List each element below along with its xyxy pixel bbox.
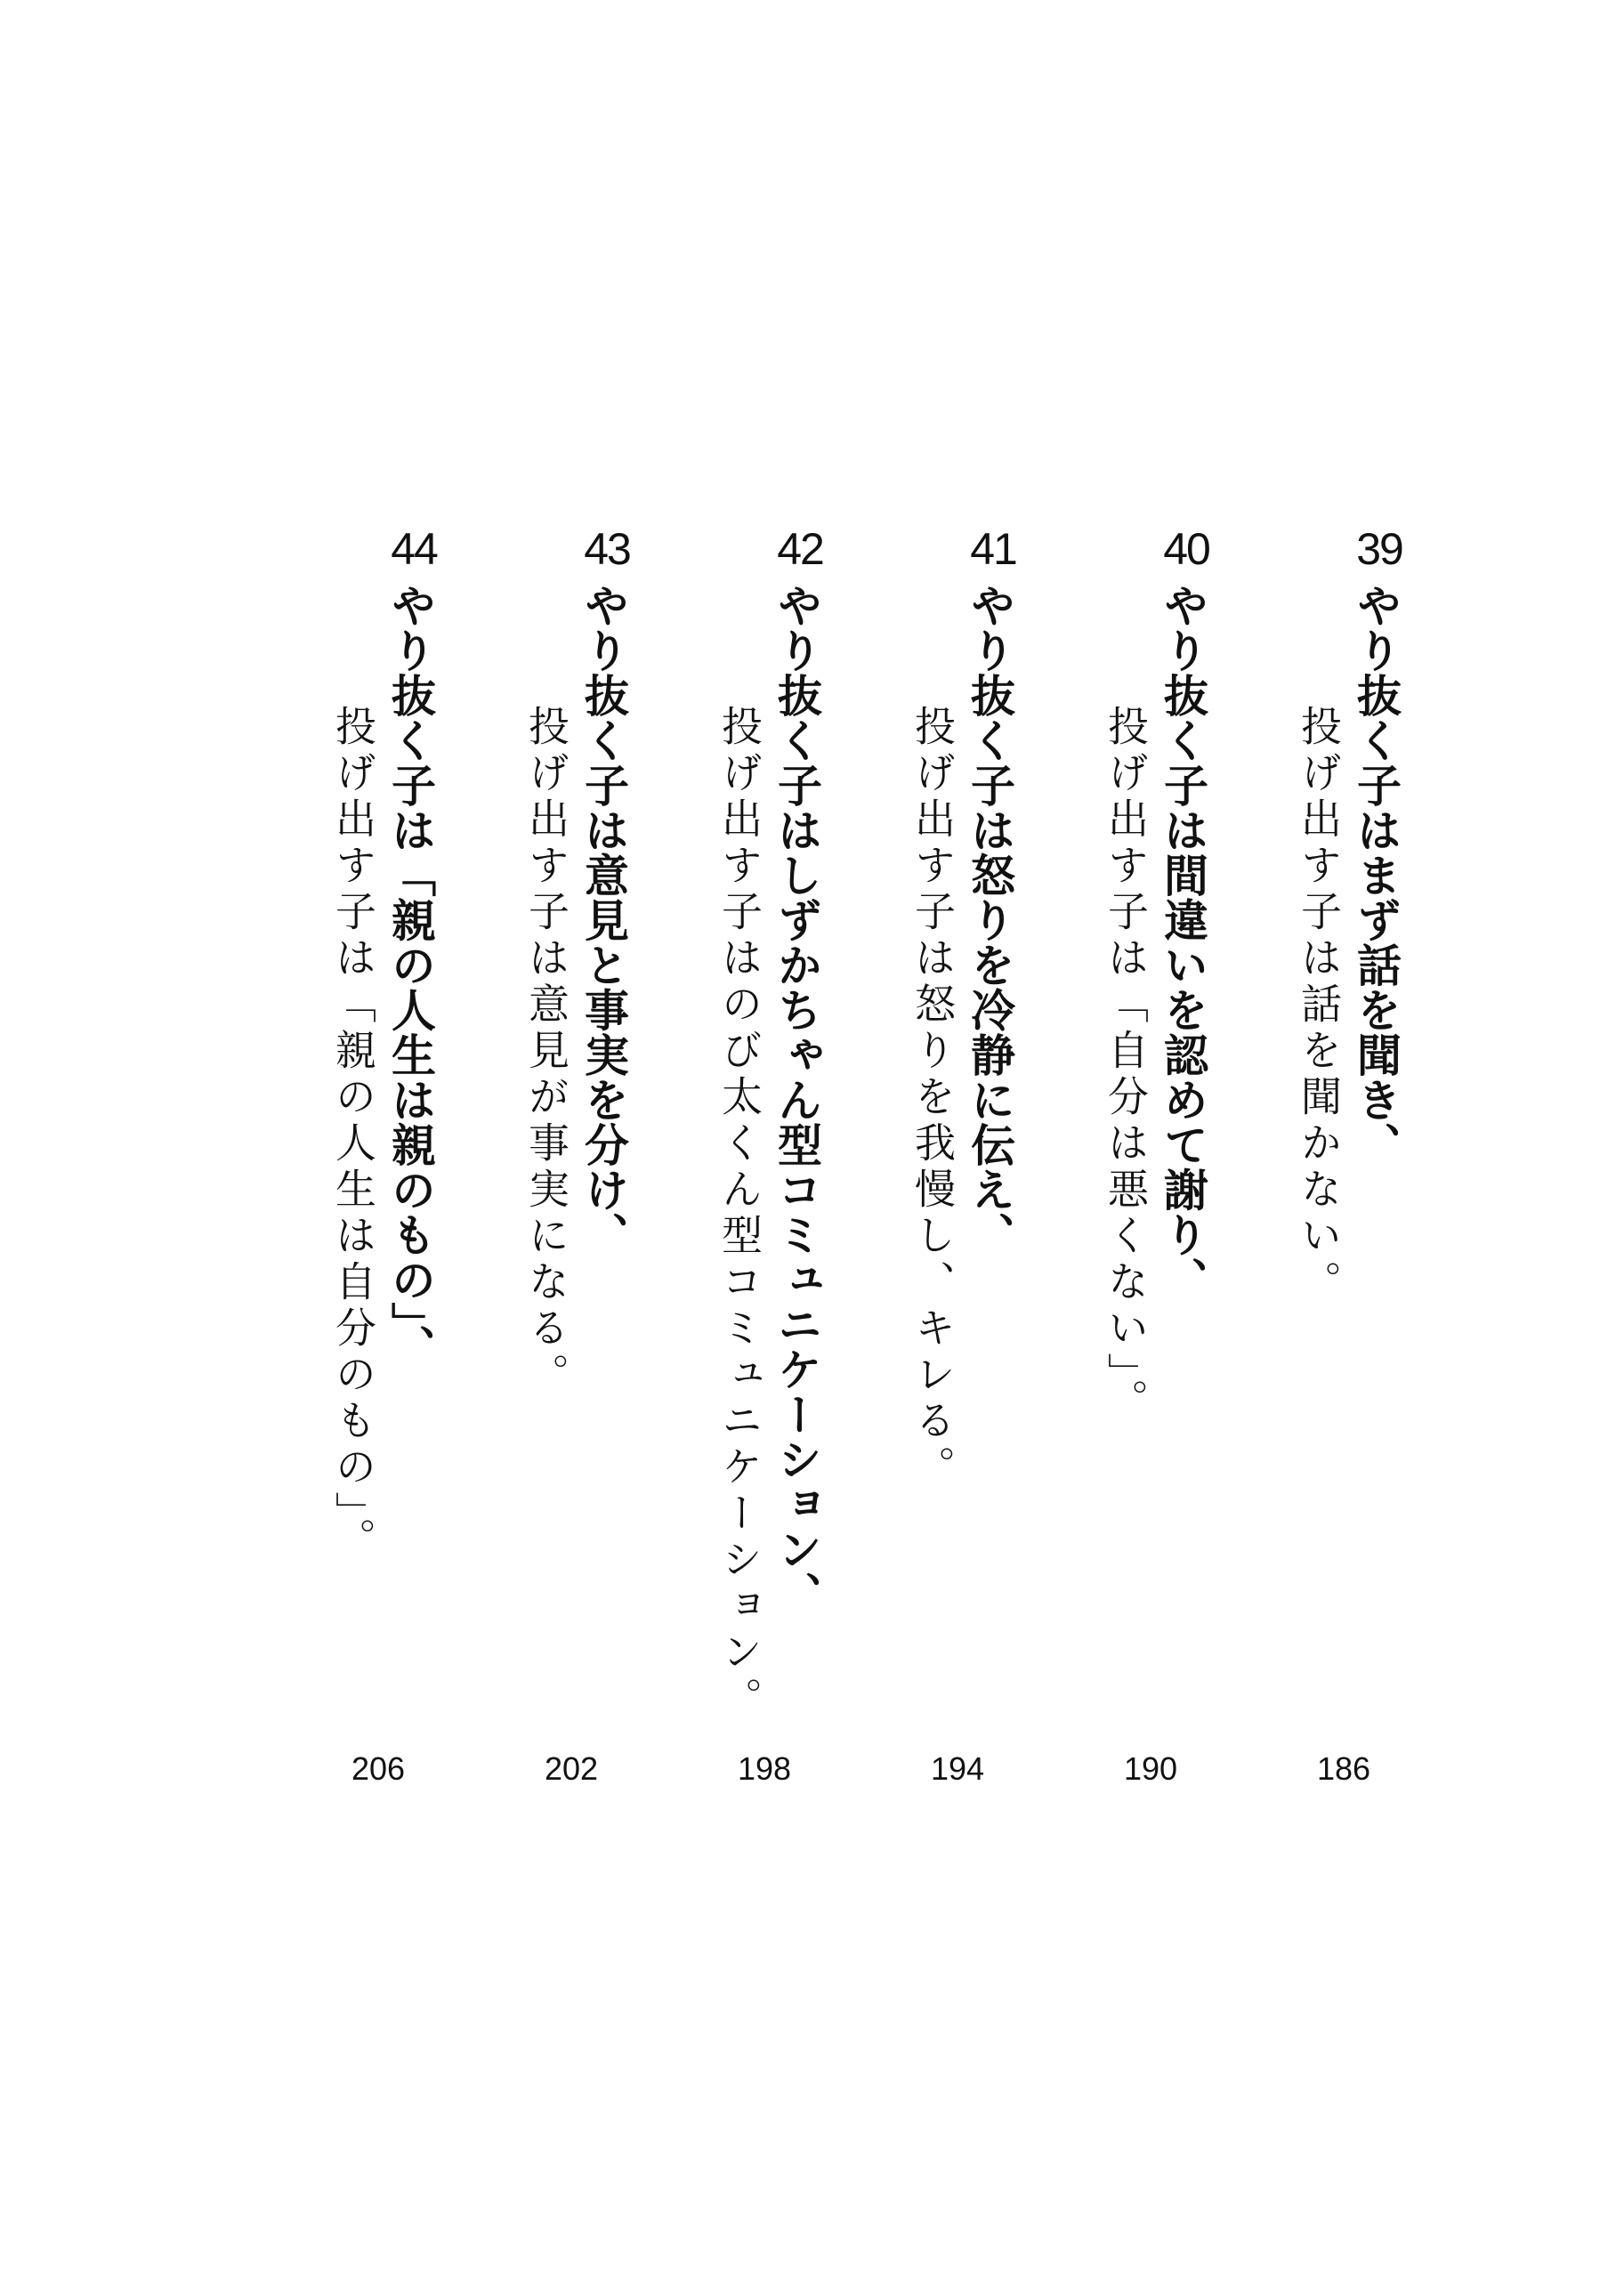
toc-entry-39 [1264, 0, 1442, 2278]
entry-number: 41 [970, 524, 1016, 574]
entry-page-number: 206 [351, 1750, 406, 1787]
entry-number: 42 [777, 524, 823, 574]
entry-page-number: 186 [1316, 1750, 1371, 1787]
toc-entry-44 [298, 0, 476, 2278]
entry-subtitle: 投げ出す子は「親の人生は自分のもの」。 [329, 705, 377, 1563]
entry-page-number: 198 [737, 1750, 792, 1787]
entry-title: やり抜く子は「親の人生は親のもの」、 [384, 583, 436, 1369]
entry-title: やり抜く子はまず話を聞き、 [1350, 583, 1402, 1167]
entry-subtitle: 投げ出す子は話を聞かない。 [1295, 705, 1343, 1306]
toc-entry-41 [877, 0, 1055, 2278]
toc-entry-40 [1071, 0, 1248, 2278]
entry-page-number: 194 [930, 1750, 985, 1787]
toc-entry-42 [684, 0, 862, 2278]
entry-subtitle: 投げ出す子は「自分は悪くない」。 [1102, 705, 1150, 1425]
entry-number: 40 [1163, 524, 1209, 574]
entry-page-number: 190 [1123, 1750, 1178, 1787]
entry-title: やり抜く子は間違いを認めて謝り、 [1157, 583, 1208, 1302]
entry-title: やり抜く子は怒りを冷静に伝え、 [964, 583, 1015, 1257]
entry-subtitle: 投げ出す子は怒りを我慢し、キレる。 [909, 705, 957, 1491]
entry-subtitle: 投げ出す子は意見が事実になる。 [522, 705, 570, 1399]
entry-number: 39 [1356, 524, 1402, 574]
entry-number: 44 [391, 524, 437, 574]
entry-title: やり抜く子はしずかちゃん型コミュニケーション、 [771, 583, 822, 1617]
entry-title: やり抜く子は意見と事実を分け、 [578, 583, 629, 1257]
entry-page-number: 202 [544, 1750, 599, 1787]
entry-subtitle: 投げ出す子はのび太くん型コミュニケーション。 [715, 705, 764, 1723]
toc-entry-43 [491, 0, 669, 2278]
entry-number: 43 [584, 524, 630, 574]
